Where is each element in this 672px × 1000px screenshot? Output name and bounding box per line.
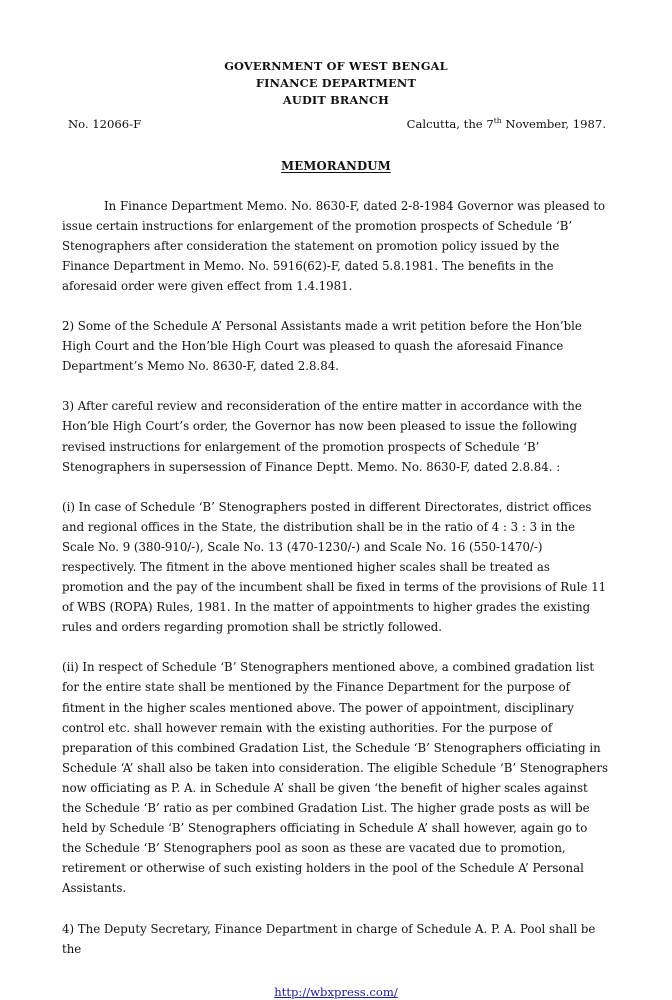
header-line-branch: AUDIT BRANCH: [282, 93, 390, 108]
document-body: [62, 196, 610, 959]
paragraph-2: 2) Some of the Schedule A’ Personal Assistants made a writ petition before the Hon’ble High Court and the Hon’ble High Court was pleased to quash the aforesaid Finance Department’s Memo No. 8630-F, dated 2.8.84.: [62, 319, 582, 374]
memo-meta-row: [62, 116, 610, 133]
paragraph-clause-i: (i) In case of Schedule ‘B’ Stenographers posted in different Directorates, district offices and regional offices in the State, the distribution shall be in the ratio of 4 : 3 : 3 in the Scale No. 9 (380-910/-), Scale No. 13 (470-1230/-) and Scale No. 16 (550-1470/-) respectively. The fitment in the above mentioned higher scales shall be treated as promotion and the pay of the incumbent shall be fixed in terms of the provisions of Rule 11 of WBS (ROPA) Rules, 1981. In the matter of appointments to higher grades the existing rules and orders regarding promotion shall be strictly followed.: [62, 499, 607, 635]
memo-place-date: [407, 116, 606, 133]
paragraph-clause-ii: (ii) In respect of Schedule ‘B’ Stenographers mentioned above, a combined gradation list for the entire state shall be mentioned by the Finance Department for the purpose of fitment in the higher scales mentioned above. The power of appointment, disciplinary control etc. shall however remain with the existing authorities. For the purpose of preparation of this combined Gradation List, the Schedule ‘B’ Stenographers officiating in Schedule ‘A’ shall also be taken into consideration. The eligible Schedule ‘B’ Stenographers now officiating as P. A. in Schedule A’ shall be given ‘the benefit of higher scales against the Schedule ‘B’ ratio as per combined Gradation List. The higher grade posts as will be held by Schedule ‘B’ Stenographers officiating in Schedule A’ shall however, again go to the Schedule ‘B’ Stenographers pool as soon as these are vacated due to promotion, retirement or otherwise of such existing holders in the pool of the Schedule A’ Personal Assistants.: [62, 660, 608, 896]
memo-date-superscript: th: [493, 115, 502, 125]
page-title: MEMORANDUM: [281, 158, 391, 173]
document-header: [62, 58, 610, 110]
paragraph-intro: In Finance Department Memo. No. 8630-F, dated 2-8-1984 Governor was pleased to issue certain instructions for enlargement of the promotion prospects of Schedule ‘B’ Stenographers after consideration the statement on promotion policy issued by the Finance Department in Memo. No. 5916(62)-F, dated 5.8.1981. The benefits in the aforesaid order were given effect from 1.4.1981.: [62, 198, 606, 293]
paragraph-3: 3) After careful review and reconsideration of the entire matter in accordance with the Hon’ble High Court’s order, the Governor has now been pleased to issue the following revised instructions for enlargement of the promotion prospects of Schedule ‘B’ Stenographers in supersession of Finance Deptt. Memo. No. 8630-F, dated 2.8.84. :: [62, 399, 582, 474]
memo-title-container: [62, 155, 610, 174]
paragraph-4: 4) The Deputy Secretary, Finance Department in charge of Schedule A. P. A. Pool shall be the: [62, 921, 596, 956]
header-line-department: FINANCE DEPARTMENT: [255, 76, 417, 91]
memo-place-date-prefix: Calcutta, the 7: [406, 116, 494, 131]
memo-reference-number: No. 12066-F: [68, 116, 142, 131]
source-website-link[interactable]: http://wbxpress.com/: [274, 984, 398, 999]
footer-container: [62, 981, 610, 1000]
memo-place-date-suffix: November, 1987.: [501, 116, 606, 131]
header-line-government: GOVERNMENT OF WEST BENGAL: [224, 59, 448, 73]
